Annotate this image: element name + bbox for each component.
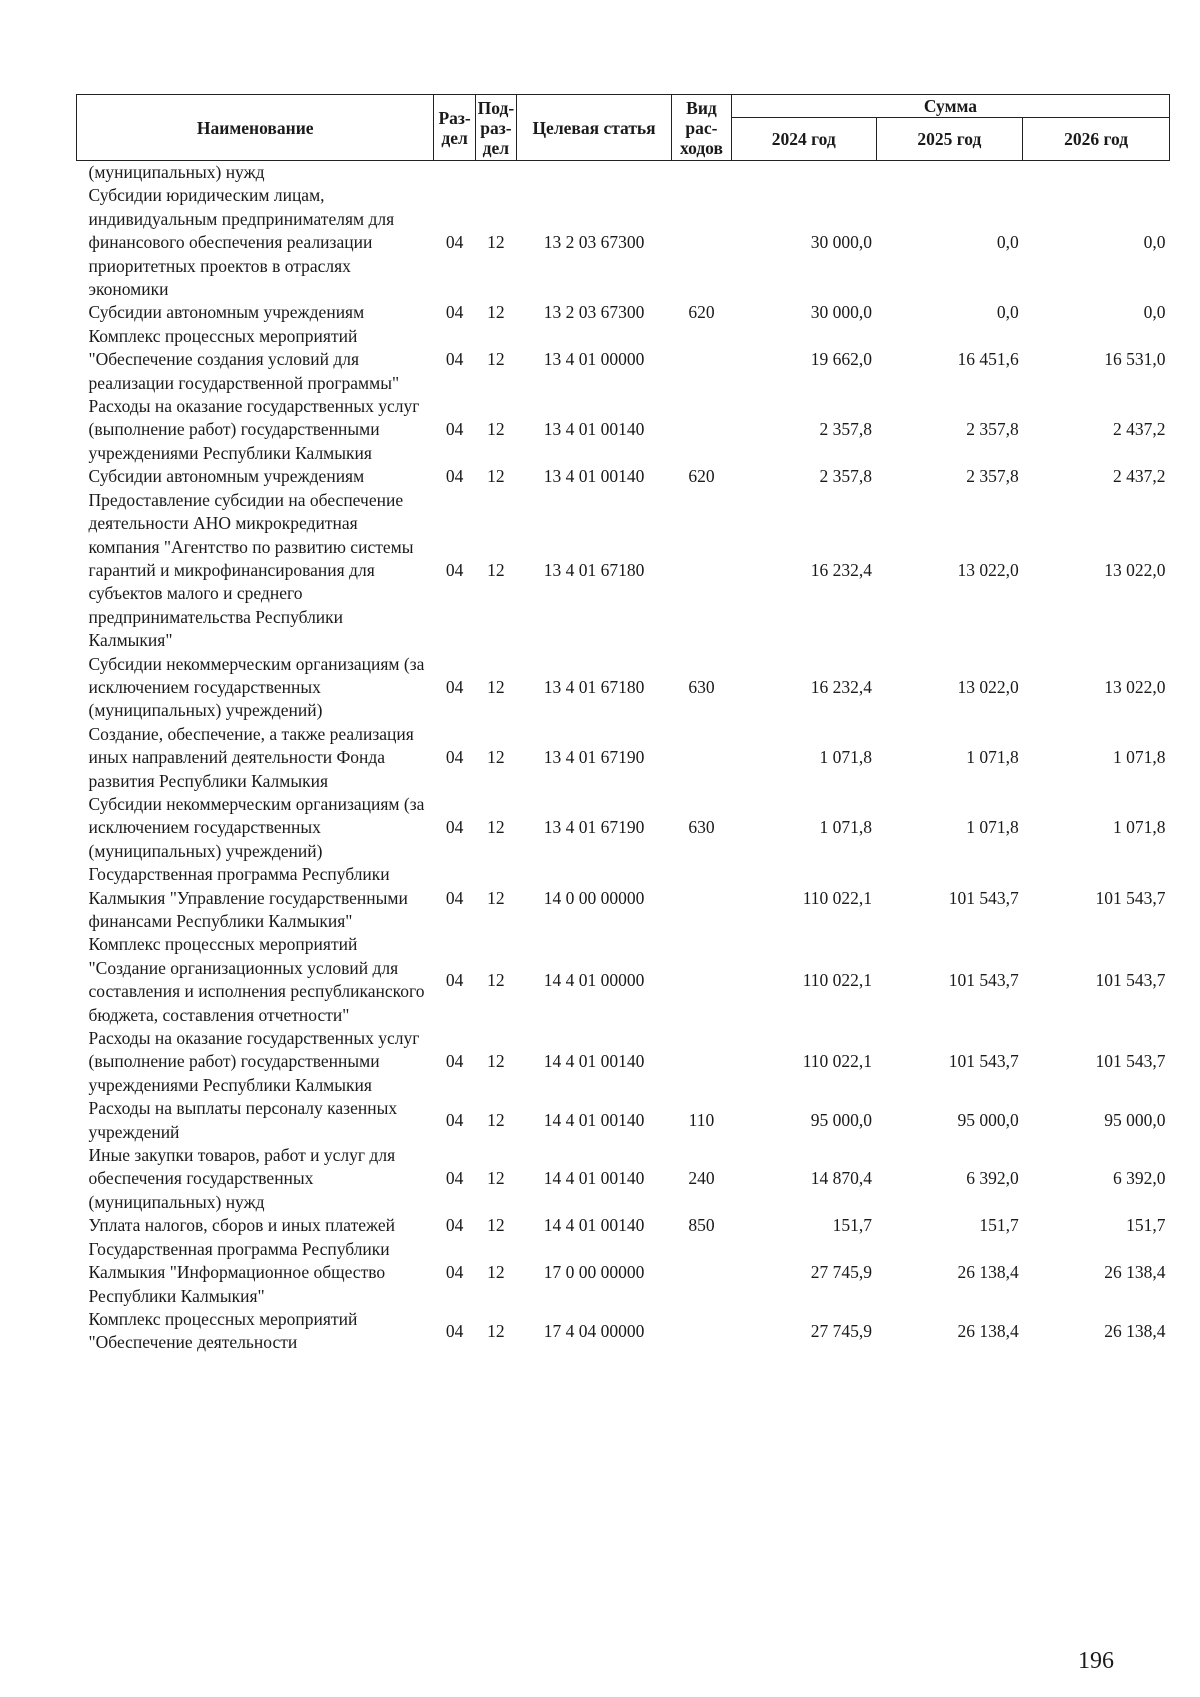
row-sum-2026: 26 138,4: [1104, 1262, 1166, 1283]
row-razdel: 04: [445, 887, 464, 908]
row-celevaya-statya: [517, 161, 672, 185]
row-podrazdel: 12: [487, 1320, 505, 1341]
row-sum-2025: 101 543,7: [948, 1051, 1019, 1072]
row-name: (муниципальных) нужд: [88, 162, 265, 182]
row-sum-2026: 2 437,2: [1113, 419, 1166, 440]
table-row: [77, 793, 1170, 863]
row-sum-2024: 1 071,8: [819, 817, 873, 838]
row-name: Комплекс процессных мероприятий "Обеспечение деятельности: [88, 1308, 358, 1353]
row-podrazdel: 12: [487, 349, 505, 370]
row-celevaya-statya: 13 4 01 00140: [543, 466, 645, 487]
header-summa: Сумма: [731, 95, 1169, 118]
row-razdel: 04: [445, 1215, 464, 1236]
row-sum-2026: 13 022,0: [1104, 559, 1166, 580]
row-name: Субсидии некоммерческим организациям (за исключением государственных (муниципальных) учреждений): [88, 793, 425, 861]
row-vid-rashodov: [672, 1238, 732, 1308]
row-podrazdel: 12: [487, 1168, 505, 1189]
table-row: [77, 301, 1170, 324]
table-row: [77, 1308, 1170, 1355]
table-row: [77, 1097, 1170, 1144]
row-sum-2026: 0,0: [1143, 302, 1166, 323]
row-razdel: 04: [445, 1168, 464, 1189]
row-sum-2026: 0,0: [1143, 232, 1166, 253]
row-vid-rashodov: 240: [688, 1168, 715, 1189]
row-name: Расходы на оказание государственных услуг (выполнение работ) государственными учреждениями Республики Калмыкия: [88, 396, 420, 463]
row-sum-2025: 0,0: [996, 302, 1019, 323]
page-number: 196: [1078, 1648, 1114, 1674]
row-sum-2025: 13 022,0: [957, 559, 1019, 580]
row-name: Субсидии некоммерческим организациям (за исключением государственных (муниципальных) учреждений): [88, 653, 425, 721]
row-celevaya-statya: 17 4 04 00000: [543, 1320, 645, 1341]
row-podrazdel: 12: [487, 817, 505, 838]
table-row: [77, 465, 1170, 488]
row-vid-rashodov: [672, 933, 732, 1027]
row-sum-2025: 13 022,0: [957, 676, 1019, 697]
row-celevaya-statya: 14 4 01 00140: [543, 1051, 645, 1072]
header-year-2024: 2024 год: [731, 118, 876, 161]
row-razdel: 04: [445, 1262, 464, 1283]
row-celevaya-statya: 14 4 01 00000: [543, 969, 645, 990]
row-razdel: 04: [445, 232, 464, 253]
row-vid-rashodov: [672, 161, 732, 185]
row-sum-2024: 14 870,4: [810, 1168, 873, 1189]
table-header: [77, 95, 1170, 161]
row-celevaya-statya: 13 4 01 67180: [543, 676, 645, 697]
row-sum-2024: 110 022,1: [802, 1051, 873, 1072]
row-celevaya-statya: 13 2 03 67300: [543, 302, 645, 323]
row-name: Государственная программа Республики Калмыкия "Информационное общество Республики Калмыкия": [88, 1238, 390, 1306]
row-podrazdel: 12: [487, 1215, 505, 1236]
row-razdel: [434, 161, 475, 185]
row-podrazdel: 12: [487, 232, 505, 253]
table-row: [77, 161, 1170, 185]
row-vid-rashodov: 630: [688, 817, 715, 838]
row-sum-2024: 30 000,0: [810, 232, 873, 253]
row-name: Комплекс процессных мероприятий "Обеспечение создания условий для реализации государственной программы": [88, 325, 400, 393]
table-row: [77, 933, 1170, 1027]
row-celevaya-statya: 13 4 01 67190: [543, 817, 645, 838]
row-sum-2026: [1023, 161, 1170, 185]
row-razdel: 04: [445, 676, 464, 697]
header-razdel: Раз-дел: [434, 95, 475, 161]
row-razdel: 04: [445, 349, 464, 370]
row-celevaya-statya: 14 0 00 00000: [543, 887, 645, 908]
table-row: [77, 395, 1170, 465]
header-name: Наименование: [77, 95, 434, 161]
row-sum-2025: [876, 161, 1023, 185]
table-row: [77, 1027, 1170, 1097]
row-sum-2024: 27 745,9: [810, 1320, 873, 1341]
row-sum-2026: 1 071,8: [1113, 817, 1166, 838]
row-podrazdel: 12: [487, 887, 505, 908]
row-sum-2025: 2 357,8: [966, 419, 1019, 440]
row-celevaya-statya: 13 4 01 00000: [543, 349, 645, 370]
row-podrazdel: 12: [487, 419, 505, 440]
row-vid-rashodov: 630: [688, 676, 715, 697]
row-sum-2024: 95 000,0: [810, 1109, 873, 1130]
row-razdel: 04: [445, 969, 464, 990]
row-sum-2025: 6 392,0: [966, 1168, 1019, 1189]
row-name: Расходы на выплаты персоналу казенных учреждений: [88, 1098, 398, 1142]
row-celevaya-statya: 13 4 01 00140: [543, 419, 645, 440]
row-razdel: 04: [445, 1320, 464, 1341]
row-sum-2024: [731, 161, 876, 185]
row-sum-2025: 26 138,4: [957, 1320, 1019, 1341]
row-sum-2024: 151,7: [832, 1215, 873, 1236]
row-sum-2026: 2 437,2: [1113, 466, 1166, 487]
row-podrazdel: 12: [487, 1051, 505, 1072]
table-row: [77, 325, 1170, 395]
row-sum-2025: 16 451,6: [957, 349, 1019, 370]
row-sum-2026: 101 543,7: [1095, 887, 1166, 908]
row-name: Субсидии автономным учреждениям: [88, 466, 365, 487]
row-sum-2024: 110 022,1: [802, 887, 873, 908]
row-sum-2026: 6 392,0: [1113, 1168, 1166, 1189]
row-sum-2026: 151,7: [1126, 1215, 1166, 1236]
row-celevaya-statya: 14 4 01 00140: [543, 1168, 645, 1189]
header-podrazdel: Под-раз-дел: [475, 95, 516, 161]
table-body: [77, 161, 1170, 1355]
row-sum-2024: 16 232,4: [810, 676, 873, 697]
row-name: Создание, обеспечение, а также реализация иных направлений деятельности Фонда развития Республики Калмыкия: [88, 723, 414, 791]
header-year-2025: 2025 год: [876, 118, 1023, 161]
row-sum-2025: 2 357,8: [966, 466, 1019, 487]
row-razdel: 04: [445, 747, 464, 768]
row-celevaya-statya: 14 4 01 00140: [543, 1215, 645, 1236]
row-razdel: 04: [445, 559, 464, 580]
row-sum-2024: 110 022,1: [802, 969, 873, 990]
row-razdel: 04: [445, 1109, 464, 1130]
row-razdel: 04: [445, 817, 464, 838]
row-celevaya-statya: 13 4 01 67180: [543, 559, 645, 580]
table-row: [77, 184, 1170, 301]
header-year-2026: 2026 год: [1023, 118, 1170, 161]
row-sum-2026: 101 543,7: [1095, 1051, 1166, 1072]
table-row: [77, 723, 1170, 793]
row-sum-2024: 16 232,4: [810, 559, 873, 580]
row-name: Субсидии юридическим лицам, индивидуальным предпринимателям для финансового обеспечения реализации приоритетных проектов в отраслях экономики: [88, 185, 395, 300]
row-podrazdel: 12: [487, 969, 505, 990]
table-row: [77, 1144, 1170, 1214]
row-sum-2026: 101 543,7: [1095, 969, 1166, 990]
row-sum-2026: 95 000,0: [1104, 1109, 1166, 1130]
row-vid-rashodov: [672, 1308, 732, 1355]
row-podrazdel: 12: [487, 747, 505, 768]
row-sum-2025: 101 543,7: [948, 887, 1019, 908]
row-vid-rashodov: [672, 489, 732, 653]
row-podrazdel: 12: [487, 1109, 505, 1130]
row-podrazdel: [475, 161, 516, 185]
table-row: [77, 489, 1170, 653]
row-vid-rashodov: [672, 184, 732, 301]
row-name: Государственная программа Республики Калмыкия "Управление государственными финансами Республики Калмыкия": [88, 864, 408, 931]
row-vid-rashodov: [672, 1027, 732, 1097]
row-sum-2024: 2 357,8: [819, 419, 873, 440]
row-name: Уплата налогов, сборов и иных платежей: [88, 1215, 395, 1236]
row-sum-2024: 1 071,8: [819, 747, 873, 768]
row-sum-2026: 13 022,0: [1104, 676, 1166, 697]
row-razdel: 04: [445, 302, 464, 323]
row-sum-2025: 1 071,8: [966, 747, 1019, 768]
row-vid-rashodov: 620: [688, 302, 715, 323]
row-podrazdel: 12: [487, 1262, 505, 1283]
row-sum-2024: 19 662,0: [810, 349, 873, 370]
row-sum-2024: 2 357,8: [819, 466, 873, 487]
row-podrazdel: 12: [487, 302, 505, 323]
row-sum-2026: 16 531,0: [1104, 349, 1166, 370]
row-celevaya-statya: 14 4 01 00140: [543, 1109, 645, 1130]
row-vid-rashodov: [672, 863, 732, 933]
header-vid-rashodov: Вид рас-ходов: [672, 95, 732, 161]
row-vid-rashodov: [672, 325, 732, 395]
budget-table: [76, 94, 1170, 1355]
row-vid-rashodov: [672, 395, 732, 465]
row-name: Расходы на оказание государственных услуг (выполнение работ) государственными учреждениями Республики Калмыкия: [88, 1028, 420, 1095]
row-sum-2024: 27 745,9: [810, 1262, 873, 1283]
row-sum-2025: 1 071,8: [966, 817, 1019, 838]
table-row: [77, 1238, 1170, 1308]
row-razdel: 04: [445, 466, 464, 487]
row-sum-2025: 0,0: [996, 232, 1019, 253]
row-sum-2025: 151,7: [979, 1215, 1019, 1236]
row-vid-rashodov: 620: [688, 466, 715, 487]
header-celevaya-statya: Целевая статья: [517, 95, 672, 161]
row-podrazdel: 12: [487, 676, 505, 697]
row-sum-2026: 26 138,4: [1104, 1320, 1166, 1341]
row-celevaya-statya: 13 4 01 67190: [543, 747, 645, 768]
row-sum-2025: 26 138,4: [957, 1262, 1019, 1283]
row-vid-rashodov: 110: [688, 1109, 715, 1130]
row-vid-rashodov: [672, 723, 732, 793]
row-sum-2026: 1 071,8: [1113, 747, 1166, 768]
row-sum-2025: 95 000,0: [957, 1109, 1019, 1130]
row-sum-2025: 101 543,7: [948, 969, 1019, 990]
table-row: [77, 653, 1170, 723]
row-celevaya-statya: 13 2 03 67300: [543, 232, 645, 253]
row-name: Субсидии автономным учреждениям: [88, 302, 365, 323]
row-name: Комплекс процессных мероприятий "Создание организационных условий для составления и исполнения республиканского бюджета, составления отчетности": [88, 934, 425, 1025]
row-razdel: 04: [445, 419, 464, 440]
row-vid-rashodov: 850: [688, 1215, 715, 1236]
row-celevaya-statya: 17 0 00 00000: [543, 1262, 645, 1283]
table-row: [77, 1214, 1170, 1237]
row-podrazdel: 12: [487, 559, 505, 580]
row-podrazdel: 12: [487, 466, 505, 487]
table-row: [77, 863, 1170, 933]
row-sum-2024: 30 000,0: [810, 302, 873, 323]
row-name: Иные закупки товаров, работ и услуг для обеспечения государственных (муниципальных) нужд: [88, 1145, 396, 1212]
row-name: Предоставление субсидии на обеспечение деятельности АНО микрокредитная компания "Агентство по развитию системы гарантий и микрофинансирования для субъектов малого и среднего предпринимательства Республики Калмыкия": [88, 489, 414, 651]
row-razdel: 04: [445, 1051, 464, 1072]
